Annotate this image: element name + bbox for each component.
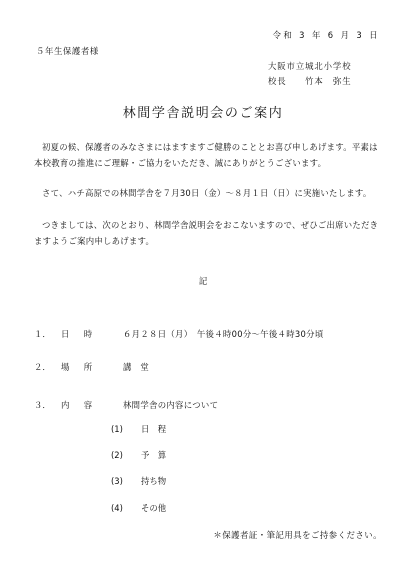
- item-datetime: [34, 328, 324, 340]
- document-date: 令和 3 年 6 月 3 日: [272, 30, 380, 40]
- item-number: ３．: [34, 400, 51, 410]
- bring-items-note: ＊保護者証・筆記用具をご持参ください。: [213, 530, 382, 540]
- item-value: ６月２８日（月） 午後４時00分～午後４時30分頃: [123, 329, 324, 339]
- subitem-label: 持ち物: [141, 476, 167, 486]
- subitem-label: 予 算: [141, 450, 167, 460]
- item-number: ２．: [34, 362, 51, 372]
- content-subitem-other: [111, 502, 166, 514]
- trip-schedule-paragraph: さて、ハチ高原での林間学舎を７月30日（金）～８月１日（日）に実施いたします。: [42, 188, 372, 198]
- subitem-label: 日 程: [141, 424, 167, 434]
- invitation-paragraph: つきましては、次のとおり、林間学舎説明会をおこないますので、ぜひご出席いただきますようご案内申しあげます。: [34, 220, 379, 246]
- greeting-paragraph: 初夏の候、保護者のみなさまにはますますご健勝のこととお喜び申しあげます。平素は本校教育の推進にご理解・ご協力をいただき、誠にありがとうございます。: [34, 142, 378, 168]
- subitem-number: (4): [111, 503, 123, 513]
- item-value: 講 堂: [123, 362, 150, 372]
- content-subitem-belongings: [111, 475, 166, 487]
- item-label: 日 時: [61, 329, 96, 339]
- item-label: 場 所: [61, 362, 96, 372]
- document-title: 林間学舎説明会のご案内: [122, 106, 284, 121]
- subitem-label: その他: [141, 503, 167, 513]
- item-content: [34, 399, 218, 411]
- subitem-number: (2): [111, 450, 123, 460]
- subitem-number: (1): [111, 424, 123, 434]
- principal-name: 校長 竹本 弥生: [268, 76, 352, 86]
- ki-heading: 記: [198, 276, 208, 286]
- content-subitem-schedule: [111, 423, 166, 435]
- item-place: [34, 361, 149, 373]
- recipient-line: ５年生保護者様: [36, 46, 99, 56]
- subitem-number: (3): [111, 476, 123, 486]
- item-number: １．: [34, 329, 51, 339]
- school-name: 大阪市立城北小学校: [268, 61, 352, 71]
- item-value: 林間学舎の内容について: [123, 400, 219, 410]
- item-label: 内 容: [61, 400, 96, 410]
- content-subitem-budget: [111, 449, 166, 461]
